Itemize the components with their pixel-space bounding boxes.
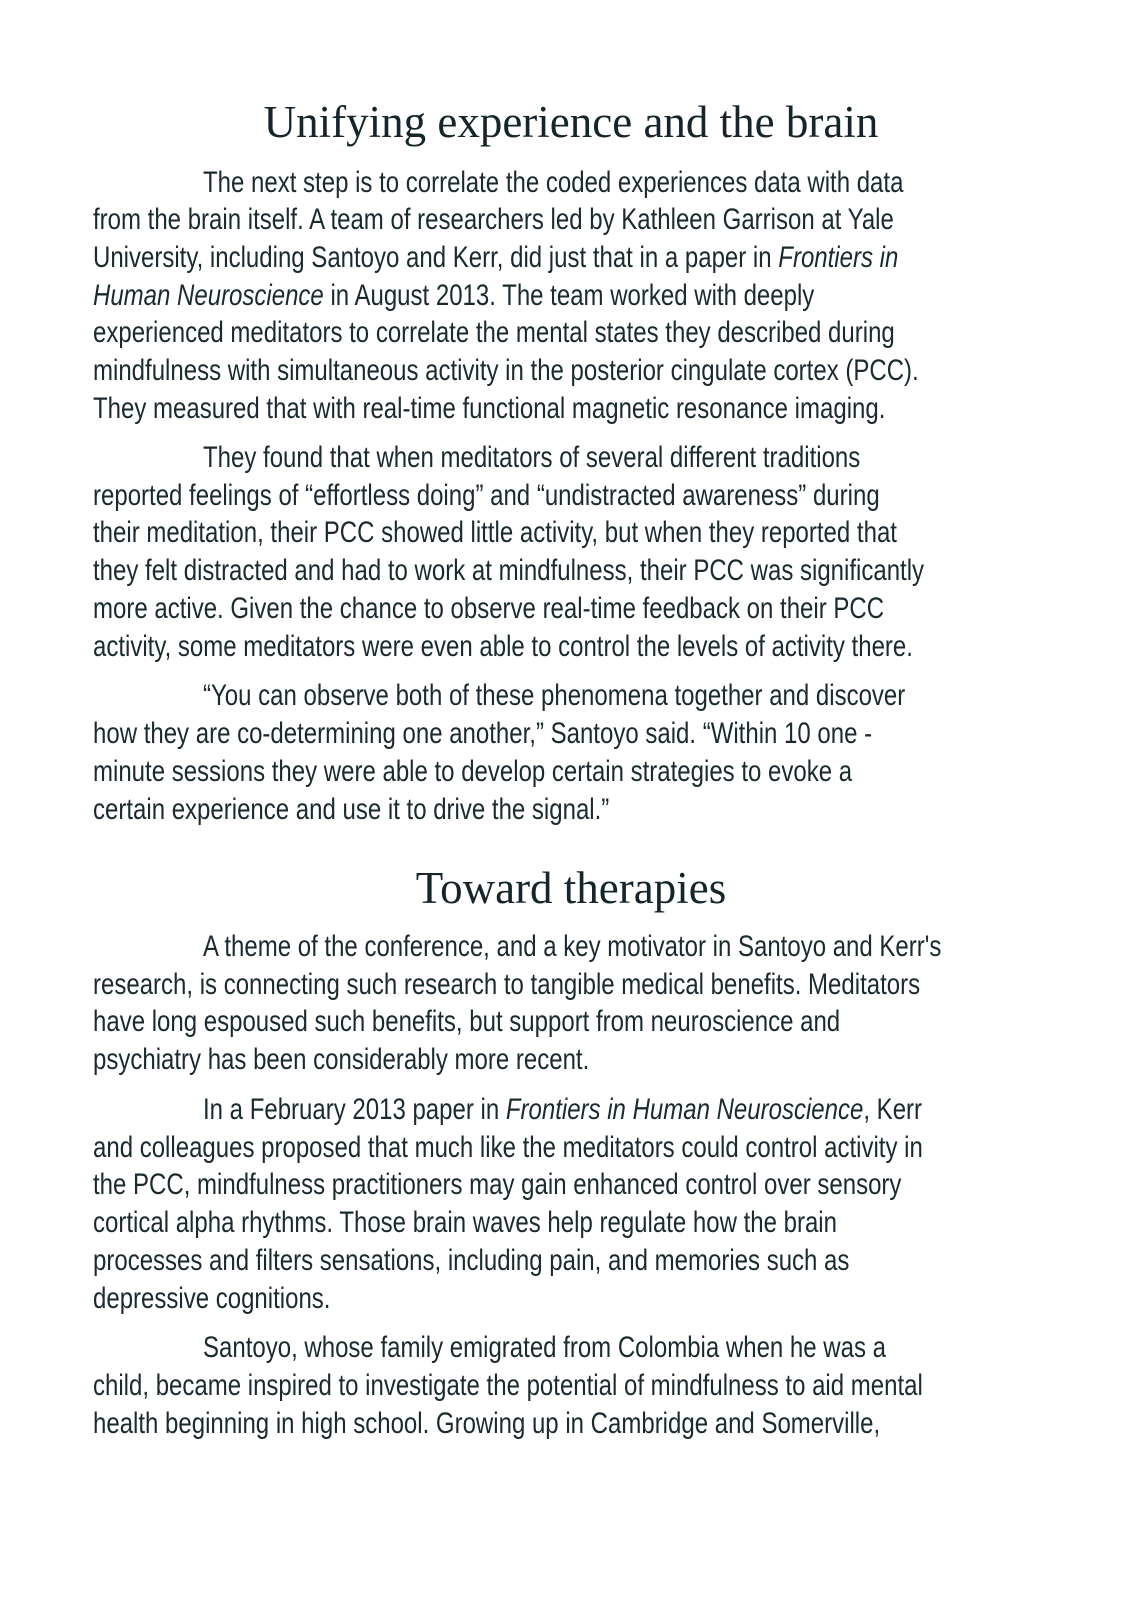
paragraph-line: psychiatry has been considerably more recent.: [93, 1043, 590, 1076]
paragraph-line: they felt distracted and had to work at mindfulness, their PCC was significantly: [93, 554, 925, 587]
journal-title: Frontiers in Human Neuroscience: [505, 1093, 864, 1126]
journal-title: Human Neuroscience: [93, 279, 324, 312]
section-heading-unifying: Unifying experience and the brain: [263, 97, 879, 147]
paragraph-line: experienced meditators to correlate the mental states they described during: [93, 316, 895, 349]
paragraph-line: from the brain itself. A team of researchers led by Kathleen Garrison at Yale: [93, 203, 894, 236]
paragraph-line: and colleagues proposed that much like the meditators could control activity in: [93, 1131, 923, 1164]
paragraph-line: more active. Given the chance to observe real-time feedback on their PCC: [93, 592, 885, 625]
paragraph-line: health beginning in high school. Growing up in Cambridge and Somerville,: [93, 1407, 881, 1440]
paragraph-line: have long espoused such benefits, but support from neuroscience and: [93, 1005, 841, 1038]
paragraph-line: depressive cognitions.: [93, 1282, 331, 1315]
paragraph-line: activity, some meditators were even able to control the levels of activity there.: [93, 630, 913, 663]
paragraph-line: They found that when meditators of several different traditions: [203, 441, 861, 474]
paragraph-line: research, is connecting such research to tangible medical benefits. Meditators: [93, 968, 921, 1001]
text-run: in August 2013. The team worked with deeply: [323, 279, 815, 312]
paragraph-line: [203, 1095, 922, 1125]
journal-title: Frontiers in: [778, 241, 899, 274]
paragraph-line: A theme of the conference, and a key motivator in Santoyo and Kerr's: [203, 930, 942, 963]
paragraph-line: [93, 243, 898, 273]
text-run: University, including Santoyo and Kerr, did just that in a paper in: [93, 241, 779, 274]
paragraph-line: cortical alpha rhythms. Those brain waves help regulate how the brain: [93, 1206, 837, 1239]
paragraph-line: how they are co-determining one another,” Santoyo said. “Within 10 one -: [93, 717, 873, 750]
paragraph-line: certain experience and use it to drive the signal.”: [93, 793, 610, 826]
text-run: , Kerr: [863, 1093, 923, 1126]
paragraph-line: minute sessions they were able to develop certain strategies to evoke a: [93, 755, 853, 788]
section-heading-therapies: Toward therapies: [415, 863, 727, 913]
paragraph-line: processes and filters sensations, including pain, and memories such as: [93, 1244, 850, 1277]
paragraph-line: the PCC, mindfulness practitioners may gain enhanced control over sensory: [93, 1168, 902, 1201]
paragraph-line: “You can observe both of these phenomena together and discover: [203, 679, 906, 712]
paragraph-line: their meditation, their PCC showed little activity, but when they reported that: [93, 516, 897, 549]
paragraph-line: reported feelings of “effortless doing” and “undistracted awareness” during: [93, 479, 880, 512]
paragraph-line: They measured that with real-time functional magnetic resonance imaging.: [93, 392, 886, 425]
paragraph-line: child, became inspired to investigate the potential of mindfulness to aid mental: [93, 1369, 923, 1402]
text-run: In a February 2013 paper in: [203, 1093, 506, 1126]
paragraph-line: [93, 281, 814, 311]
paragraph-line: Santoyo, whose family emigrated from Colombia when he was a: [203, 1331, 886, 1364]
paragraph-line: The next step is to correlate the coded experiences data with data: [203, 166, 904, 199]
paragraph-line: mindfulness with simultaneous activity in the posterior cingulate cortex (PCC).: [93, 354, 919, 387]
